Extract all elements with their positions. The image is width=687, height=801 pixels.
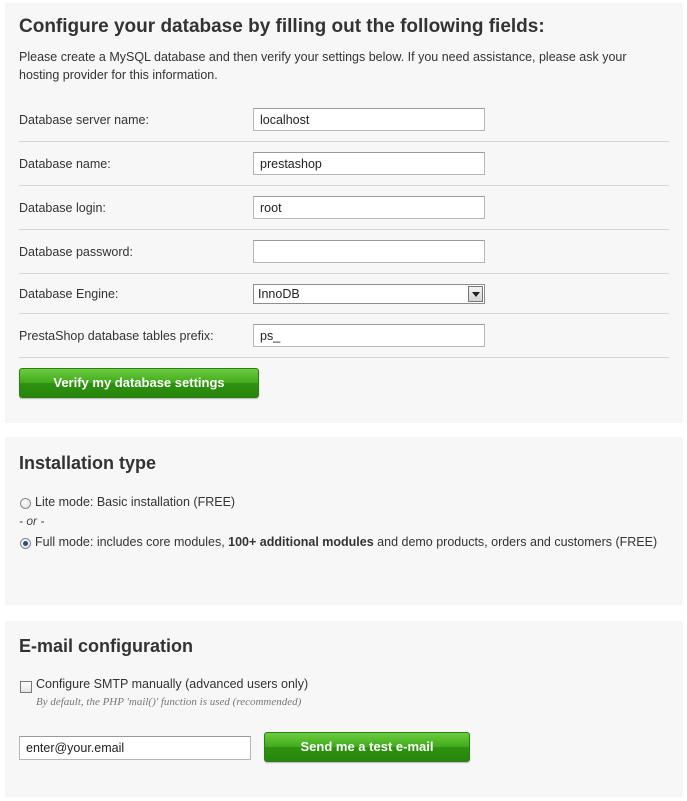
dropdown-arrow-icon[interactable] <box>468 286 483 302</box>
full-mode-label <box>19 532 669 552</box>
smtp-checkbox[interactable] <box>20 681 32 693</box>
lite-mode-label: Lite mode: Basic installation (FREE) <box>35 495 236 509</box>
db-name-input[interactable] <box>253 152 485 175</box>
db-server-label: Database server name: <box>19 113 149 127</box>
full-mode-label-pre: Full mode: includes core modules, <box>35 535 229 549</box>
lite-mode-radio[interactable] <box>20 498 31 509</box>
db-password-row <box>19 229 669 274</box>
installation-type-title: Installation type <box>19 453 157 473</box>
email-config-title: E-mail configuration <box>19 636 194 656</box>
db-server-input[interactable] <box>253 108 485 131</box>
installation-type-panel <box>5 437 683 605</box>
send-test-email-button[interactable]: Send me a test e-mail <box>264 732 470 762</box>
test-email-input[interactable] <box>19 736 251 760</box>
db-engine-row <box>19 273 669 314</box>
full-mode-label-post: and demo products, orders and customers (FREE) <box>373 535 658 549</box>
smtp-hint: By default, the PHP 'mail()' function is used (recommended) <box>36 696 302 708</box>
db-login-input[interactable] <box>253 196 485 219</box>
full-mode-label-bold: 100+ additional modules <box>228 535 374 549</box>
db-engine-select[interactable] <box>253 284 485 304</box>
db-password-label: Database password: <box>19 245 133 259</box>
or-separator: - or - <box>19 514 45 528</box>
smtp-label: Configure SMTP manually (advanced users only) <box>36 677 309 691</box>
database-config-panel <box>5 3 683 423</box>
verify-database-button[interactable]: Verify my database settings <box>19 368 259 398</box>
email-config-panel <box>5 621 683 797</box>
db-name-row <box>19 141 669 186</box>
db-login-row <box>19 185 669 230</box>
db-server-row <box>19 97 669 142</box>
database-intro-text: Please create a MySQL database and then verify your settings below. If you need assistance, please ask your hosting provider for this information. <box>19 50 627 82</box>
db-engine-label: Database Engine: <box>19 287 119 301</box>
database-section-title: Configure your database by filling out the following fields: <box>19 16 545 37</box>
db-name-label: Database name: <box>19 157 111 171</box>
db-prefix-label: PrestaShop database tables prefix: <box>19 329 214 343</box>
db-engine-selected-value: InnoDB <box>258 287 300 301</box>
db-password-input[interactable] <box>253 240 485 263</box>
db-prefix-input[interactable] <box>253 324 485 347</box>
db-login-label: Database login: <box>19 201 106 215</box>
db-prefix-row <box>19 313 669 358</box>
